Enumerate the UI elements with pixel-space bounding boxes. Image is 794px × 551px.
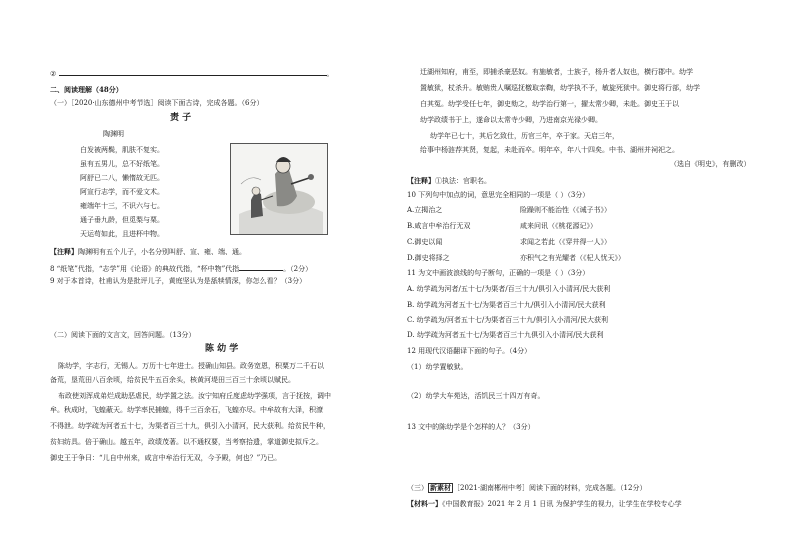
poem-author: 陶渊明 [103, 130, 124, 138]
passage-title: 陈 幼 学 [205, 344, 239, 354]
part-header: （一）［2020·山东德州中考节选］阅读下面古诗，完成各题。（6分） [50, 99, 264, 107]
question-8: 8 “纸笔”代指，“志学”用《论语》的典故代指，“杯中物”代指 。（2分） [50, 265, 313, 273]
note-tag: 【注释】 [50, 247, 78, 256]
material-text: 《中国教育报》2021 年 2 月 1 日讯 为保护学生的视力，让学生在学校专心学 [442, 500, 682, 508]
option-b-pair: 咸来问讯（《桃花源记》） [520, 222, 597, 230]
poem-illustration [230, 143, 328, 235]
sub-question: （1）幼学置敏狱。 [407, 363, 468, 371]
passage-line: 不得泄。幼学疏为河者五十七，为渠者百三十九，俱引入小清河，民大获利。给贫民牛种， [50, 422, 330, 430]
passage-line: 幼学年已七十，其后乞致仕，历官三年，卒于家。天启三年， [430, 132, 619, 140]
option-c[interactable]: C.御史以闻 [407, 238, 443, 246]
passage-line: 幼学政绩书于上，遂命以太常寺少卿，乃进南京光禄少卿。 [420, 116, 602, 124]
option-c[interactable]: C. 幼学疏为/河者五十七/为渠者百三十九/俱引入小清河/民大获利 [407, 316, 608, 324]
option-d-pair: 亦积气之有光耀者（《杞人忧天》） [520, 254, 625, 262]
option-a[interactable]: A.立揭治之 [407, 206, 443, 214]
question-13: 13 文中的陈幼学是个怎样的人？（3分） [407, 423, 535, 431]
material-tag: 【材料一】 [407, 499, 442, 508]
poem-line: 白发被两鬓，肌肤不复实。 [80, 146, 164, 154]
poem-note [50, 247, 246, 257]
poem-line: 通子垂九龄，但觅梨与栗。 [80, 216, 164, 224]
option-d[interactable]: D.御史将择之 [407, 254, 450, 262]
passage-line: 给事中杨涟荐其贤，复起，未赴而卒。明年卒，年八十四矣。中书、湖州并祠祀之。 [420, 146, 679, 154]
passage-line: 置敏狱，杖杀升。敏贿贵人嘱巡抚檄取亲鞫，幼学执不予，敏旋死狱中。御史将行部，幼学 [420, 84, 700, 92]
part-header: （三） 新素材 ［2021·湖南郴州中考］阅读下面的材料，完成各题。（12分） [407, 483, 647, 492]
option-a-pair: 险躁则不能治性（《诫子书》） [520, 206, 611, 214]
poem-line: 虽有五男儿，总不好纸笔。 [80, 160, 164, 168]
passage-note [407, 176, 491, 186]
question-text: 8 “纸笔”代指，“志学”用《论语》的典故代指，“杯中物”代指 [50, 265, 240, 273]
question-item: ② 。 [50, 70, 334, 78]
note-text: ①执法：官职名。 [435, 177, 491, 185]
note-tag: 【注释】 [407, 176, 435, 185]
answer-blank[interactable] [239, 263, 283, 271]
answer-blank[interactable] [59, 68, 327, 76]
passage-line: 贫妇纺具。倍于确山。越五年，政绩茂著。以不通权要，当考察拾遗，掌道御史拟斥之。 [50, 438, 323, 446]
part-header: （二）阅读下面的文言文，回答问题。（13分） [50, 331, 196, 339]
item-number: ② [50, 70, 57, 78]
option-a[interactable]: A. 幼学疏为河者/五十七/为渠者/百三十九/俱引入小清河/民大获利 [407, 285, 611, 293]
poem-line: 天运苟如此，且进杯中物。 [80, 230, 164, 238]
poem-title: 责 子 [170, 113, 192, 123]
option-c-pair: 求闻之若此（《穿井得一人》） [520, 238, 611, 246]
material-line [407, 499, 682, 509]
source-citation: （选自《明史》，有删改） [670, 160, 751, 168]
poem-line: 雍端年十三，不识六与七。 [80, 202, 164, 210]
question-10: 10 下列句中加点的词，意思完全相同的一项是（ ）（3分） [407, 191, 590, 199]
passage-line: 备荒，垦荒田八百余顷，给贫民牛五百余头，核黄河堤田三百三十余顷以赋民。 [50, 376, 295, 384]
passage-line: 迁湖州知府，甫至，即捕杀豪恶奴。有施敏者，士族子，杨升者人奴也，横行郡中。幼学 [420, 68, 693, 76]
question-12: 12 用现代汉语翻译下面的句子。（4分） [407, 347, 532, 355]
option-b[interactable]: B.咸言中牟治行无双 [407, 222, 471, 230]
question-9: 9 对于本首诗，杜甫认为是批评儿子，黄庭坚认为是舐犊情深，你怎么看？（3分） [50, 277, 307, 285]
passage-line: 白其冤。幼学受任七年，御史劾之，幼学治行第一，擢太常少卿，未赴。御史王于以 [420, 100, 679, 108]
scholar-illustration-icon [231, 144, 327, 234]
new-material-badge: 新素材 [430, 483, 451, 492]
passage-line: 御史王于争曰：“儿自中州来，咸言中牟治行无双，今予殿，何也？”乃已。 [50, 454, 282, 462]
note-text: 陶渊明有五个儿子，小名分别叫舒、宣、雍、端、通。 [78, 248, 246, 256]
option-d[interactable]: D. 幼学疏为河者五十七/为渠者百三十九俱引入小清河/民大获利 [407, 331, 604, 339]
question-11: 11 为文中画波浪线的句子断句，正确的一项是（ ）（3分） [407, 269, 590, 277]
passage-line: 陈幼学，字志行，无锡人。万历十七年进士。授确山知县。政务宽恩，积粟万二千石以 [58, 362, 324, 370]
poem-line: 阿舒已二八，懒惰故无匹。 [80, 174, 164, 182]
passage-line: 布政使刘浑成弟烂成助恶虐民，幼学置之法。汝宁知府丘度虑幼学强项，言于抚按，调中 [58, 392, 331, 400]
section-title: 二、阅读理解（48分） [50, 85, 123, 94]
passage-line: 牟。秋成时，飞蝗蔽天。幼学率民捕蝗，得千三百余石，飞蝗亦尽。中牟故有大泽，积潦 [50, 406, 323, 414]
poem-line: 阿宣行志学，而不爱文术。 [80, 188, 164, 196]
option-b[interactable]: B. 幼学疏为河者五十七/为渠者百三十九/俱引入小清河/民大获利 [407, 301, 606, 309]
sub-question: （2）幼学大车苑达，活饥民三十四万有奇。 [407, 392, 545, 400]
